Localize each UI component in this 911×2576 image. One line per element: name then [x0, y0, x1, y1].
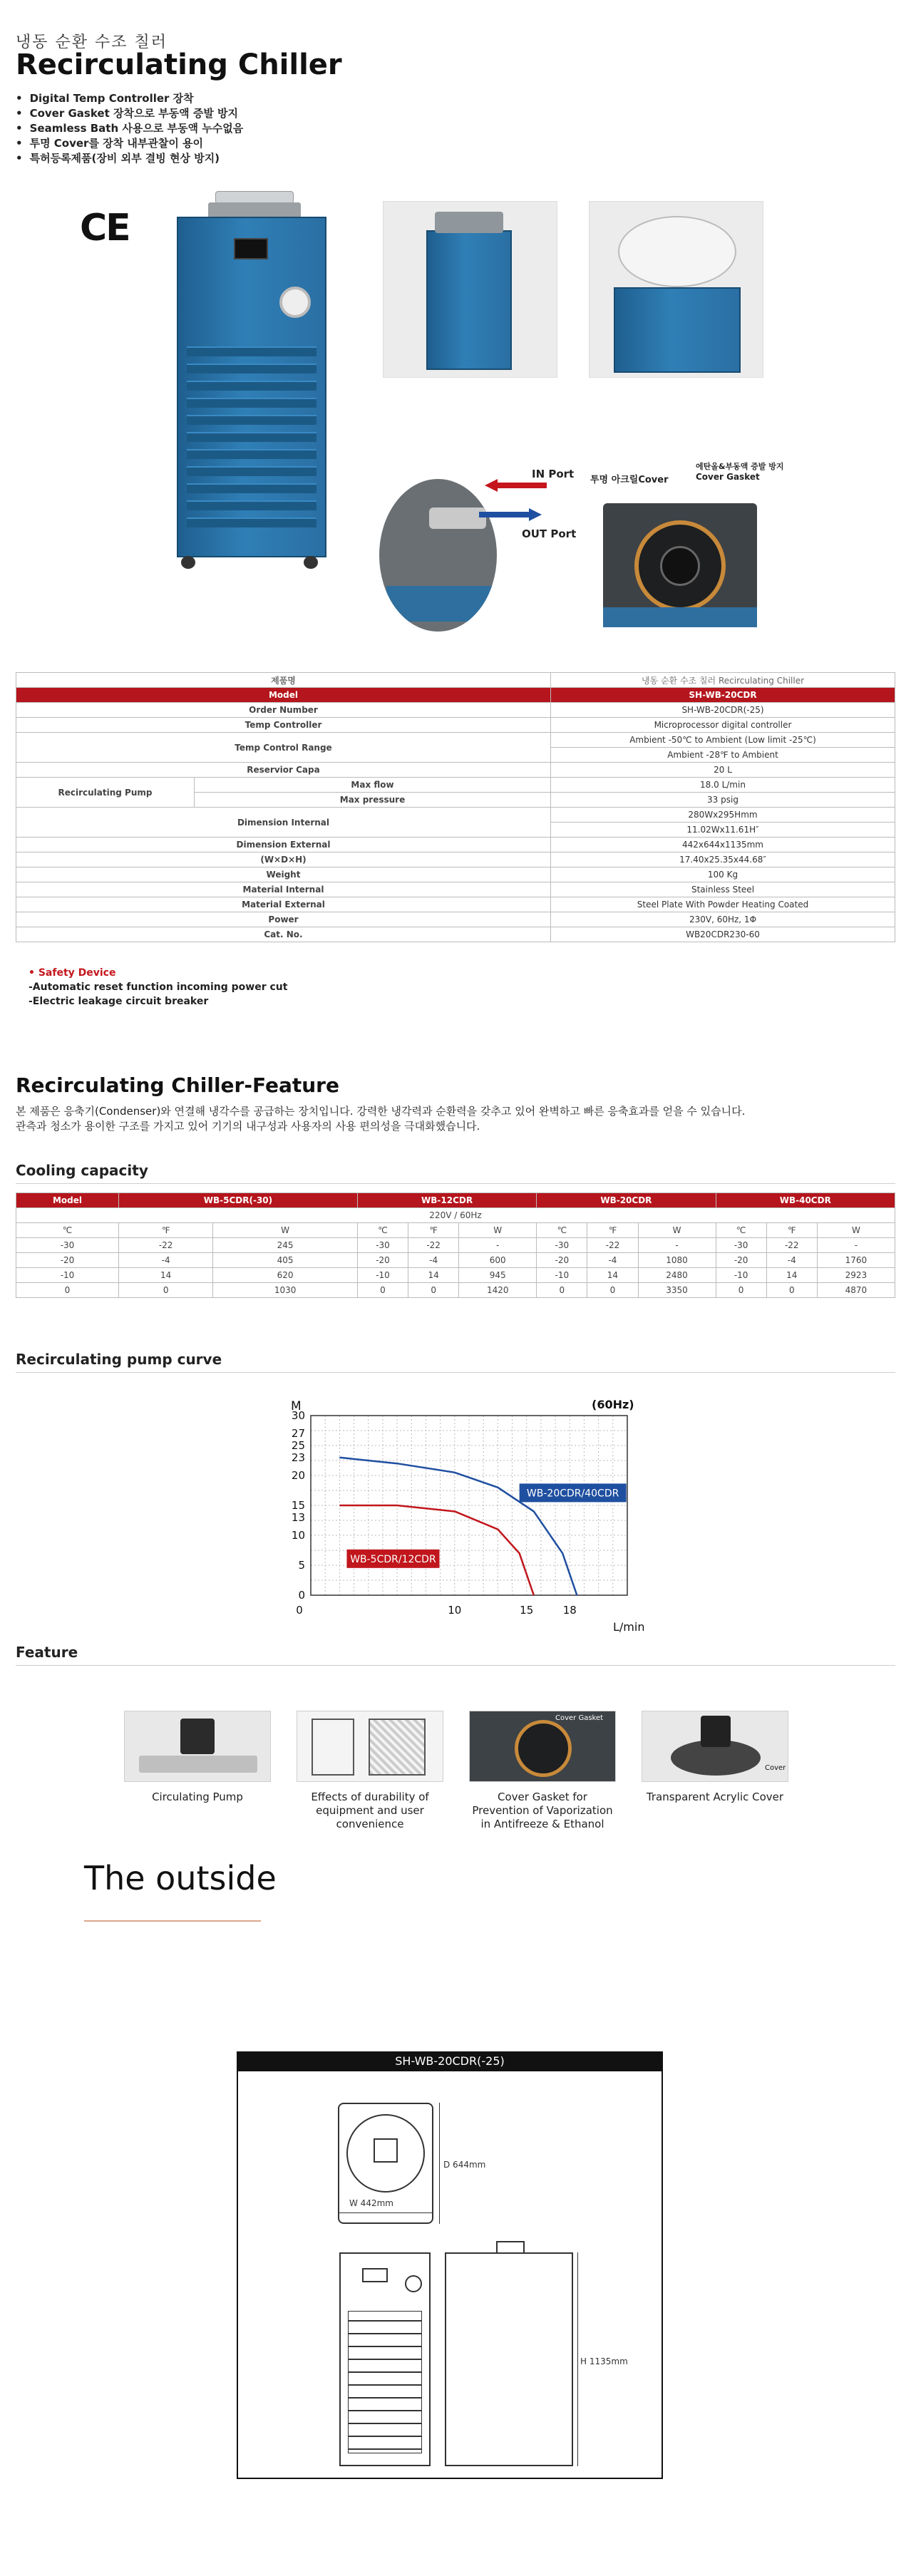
height-dimension-line [577, 2252, 578, 2466]
table-row: Temp Control Range Ambient -50℃ to Ambient (Low limit -25℃) [16, 733, 895, 748]
width-dimension-line [338, 2212, 433, 2213]
table-row: Max pressure 33 psig [16, 793, 895, 808]
divider [16, 1665, 895, 1666]
table-row: Dimension Internal 280Wx295Hmm [16, 808, 895, 823]
table-cell: 0 [119, 1283, 213, 1298]
table-cell: - [817, 1238, 895, 1253]
depth-label: D 644mm [443, 2160, 486, 2170]
table-cell: -10 [716, 1268, 766, 1283]
table-cell: 0 [716, 1283, 766, 1298]
feature-card: Effects of durability of equipment and user convenience [297, 1711, 443, 1831]
table-cell: 14 [408, 1268, 459, 1283]
table-row [16, 1283, 895, 1298]
bullet-item: • 투명 Cover를 장착 내부관찰이 용이 [16, 136, 243, 151]
gasket-label-kr: 에탄올&부동액 증발 방지 [696, 462, 784, 471]
cooling-capacity-table [16, 1192, 895, 1298]
legend-label: WB-5CDR/12CDR [350, 1553, 436, 1565]
acrylic-cover-photo: Cover [642, 1711, 788, 1782]
table-row: Dimension External 442x644x1135mm [16, 838, 895, 852]
table-cell: 0 [357, 1283, 408, 1298]
table-row: 제품명 냉동 순환 수조 칠러 Recirculating Chiller [16, 673, 895, 688]
side-view-photo [383, 201, 557, 378]
table-cell: -20 [537, 1253, 587, 1268]
table-cell: -30 [16, 1238, 119, 1253]
y-tick-label: 27 [291, 1427, 305, 1441]
page-title: Recirculating Chiller [16, 48, 342, 81]
table-cell: 1080 [638, 1253, 716, 1268]
caster-wheel [181, 556, 195, 569]
table-cell: -4 [408, 1253, 459, 1268]
table-row: 220V / 60Hz [16, 1208, 895, 1223]
feature-card: Circulating Pump [124, 1711, 271, 1804]
table-cell: 14 [766, 1268, 817, 1283]
digital-display [234, 238, 268, 259]
table-cell: -20 [716, 1253, 766, 1268]
table-cell: -22 [587, 1238, 638, 1253]
y-tick-label: 15 [291, 1499, 305, 1512]
cooling-rows [16, 1238, 895, 1298]
bullet-item: • Digital Temp Controller 장착 [16, 91, 243, 106]
table-cell: - [638, 1238, 716, 1253]
series-line [339, 1458, 577, 1595]
table-row: Material External Steel Plate With Powder Heating Coated [16, 897, 895, 912]
table-cell: 0 [766, 1283, 817, 1298]
table-cell: -22 [408, 1238, 459, 1253]
table-cell: -30 [716, 1238, 766, 1253]
table-cell: 0 [587, 1283, 638, 1298]
table-row: Material Internal Stainless Steel [16, 882, 895, 897]
table-cell: 1030 [213, 1283, 358, 1298]
table-cell: -22 [119, 1238, 213, 1253]
y-tick-label: 13 [291, 1510, 305, 1524]
outside-title: The outside [84, 1859, 277, 1897]
table-cell: 0 [408, 1283, 459, 1298]
front-view-outline [339, 2252, 431, 2466]
bullet-item: • Cover Gasket 장착으로 부동액 증발 방지 [16, 106, 243, 121]
depth-dimension-line [439, 2103, 440, 2224]
table-row [16, 1253, 895, 1268]
divider [16, 1183, 895, 1184]
table-cell: -22 [766, 1238, 817, 1253]
feature-card: Cover Gasket Cover Gasket for Prevention of Vaporization in Antifreeze & Ethanol [469, 1711, 616, 1831]
table-row [16, 1238, 895, 1253]
title-underline [84, 1920, 261, 1922]
divider [16, 1372, 895, 1373]
pump-curve-chart [271, 1390, 684, 1632]
cover-label: 투명 아크릴Cover [590, 475, 669, 485]
durability-photo [297, 1711, 443, 1782]
pump-curve-title: Recirculating pump curve [16, 1351, 222, 1368]
feature-description: 본 제품은 응축기(Condenser)와 연결해 냉각수를 공급하는 장치입니다. 강력한 냉각력과 순환력을 갖추고 있어 완벽하고 빠른 응축효과를 얻을 수 있습니다. 관측과 청소가 용이한 구조를 가지고 있어 기기의 내구성과 사용자의 사용 편의성을 극대화했습니다. [16, 1105, 746, 1133]
y-tick-label: 5 [298, 1559, 305, 1572]
safety-title: • Safety Device [29, 967, 116, 979]
feature-title: Feature [16, 1644, 78, 1661]
drawing-model: SH-WB-20CDR(-25) [237, 2051, 663, 2071]
pressure-gauge [279, 287, 311, 318]
table-cell: 2480 [638, 1268, 716, 1283]
legend-label: WB-20CDR/40CDR [526, 1488, 619, 1500]
table-row: Model SH-WB-20CDR [16, 688, 895, 703]
table-row: Reservior Capa 20 L [16, 763, 895, 778]
table-cell: 0 [537, 1283, 587, 1298]
table-row: Model WB-5CDR(-30) WB-12CDR WB-20CDR WB-40CDR [16, 1193, 895, 1208]
table-cell: 14 [587, 1268, 638, 1283]
side-view-outline [445, 2252, 573, 2466]
table-row: 11.02Wx11.61H″ [16, 823, 895, 838]
table-cell: -4 [587, 1253, 638, 1268]
y-tick-label: 23 [291, 1451, 305, 1464]
y-tick-label: 20 [291, 1469, 305, 1482]
table-cell: 0 [16, 1283, 119, 1298]
table-row: (W×D×H) 17.40x25.35x44.68″ [16, 852, 895, 867]
port-detail-photo [379, 479, 497, 632]
width-label: W 442mm [349, 2198, 393, 2208]
table-cell: 14 [119, 1268, 213, 1283]
feature-section-title: Recirculating Chiller-Feature [16, 1073, 339, 1097]
table-cell: -20 [16, 1253, 119, 1268]
x-tick-label: 15 [520, 1604, 534, 1617]
bullet-item: • Seamless Bath 사용으로 부동액 누수없음 [16, 121, 243, 136]
gasket-photo-small: Cover Gasket [469, 1711, 616, 1782]
frequency-note: (60Hz) [592, 1398, 634, 1411]
table-cell: -10 [16, 1268, 119, 1283]
gasket-photo [603, 503, 757, 627]
korean-subtitle: 냉동 순환 수조 칠러 [16, 34, 168, 51]
caster-wheel [304, 556, 318, 569]
table-row: Cat. No. WB20CDR230-60 [16, 927, 895, 942]
table-cell: 945 [459, 1268, 537, 1283]
table-row: Temp Controller Microprocessor digital controller [16, 718, 895, 733]
table-cell: -10 [537, 1268, 587, 1283]
pump-photo [124, 1711, 271, 1782]
x-tick-label: 18 [562, 1604, 577, 1617]
table-cell: -4 [766, 1253, 817, 1268]
y-tick-label: 0 [298, 1589, 305, 1602]
table-cell: 405 [213, 1253, 358, 1268]
table-cell: -10 [357, 1268, 408, 1283]
table-row [16, 1268, 895, 1283]
table-cell: 1760 [817, 1253, 895, 1268]
out-port-arrow [529, 508, 542, 521]
table-cell: -20 [357, 1253, 408, 1268]
table-row: Ambient -28℉ to Ambient [16, 748, 895, 763]
table-cell: 245 [213, 1238, 358, 1253]
table-row: Order Number SH-WB-20CDR(-25) [16, 703, 895, 718]
y-tick-label: 10 [291, 1529, 305, 1542]
cooling-capacity-title: Cooling capacity [16, 1162, 148, 1179]
x-tick-label: 0 [296, 1604, 303, 1617]
x-tick-label: 10 [448, 1604, 462, 1617]
main-product-photo [171, 191, 331, 576]
safety-item: -Automatic reset function incoming power cut [29, 982, 288, 993]
x-axis-label: L/min [613, 1620, 645, 1632]
ce-mark-logo: CE [80, 207, 130, 249]
safety-item: -Electric leakage circuit breaker [29, 996, 209, 1007]
table-cell: 3350 [638, 1283, 716, 1298]
table-cell: -30 [357, 1238, 408, 1253]
table-row: Power 230V, 60Hz, 1Φ [16, 912, 895, 927]
out-port-label: OUT Port [522, 527, 577, 540]
chiller-cabinet [177, 217, 326, 557]
feature-card: Cover Transparent Acrylic Cover [642, 1711, 788, 1804]
in-port-arrow [485, 479, 498, 492]
y-tick-label: 25 [291, 1439, 305, 1452]
safety-device [29, 966, 287, 1009]
top-view-photo [589, 201, 763, 378]
table-row: Weight 100 Kg [16, 867, 895, 882]
table-cell: 1420 [459, 1283, 537, 1298]
bullet-item: • 특허등록제품(장비 외부 결빙 현상 방지) [16, 151, 243, 166]
table-cell: - [459, 1238, 537, 1253]
table-cell: -30 [537, 1238, 587, 1253]
table-cell: 2923 [817, 1268, 895, 1283]
y-axis-label: M [291, 1399, 302, 1413]
spec-table [16, 672, 895, 942]
table-cell: 600 [459, 1253, 537, 1268]
table-row: Recirculating Pump Max flow 18.0 L/min [16, 778, 895, 793]
gasket-label: Cover Gasket [696, 472, 760, 482]
table-cell: 4870 [817, 1283, 895, 1298]
y-tick-label: 30 [291, 1409, 305, 1422]
in-port-label: IN Port [532, 468, 575, 480]
height-label: H 1135mm [580, 2356, 628, 2366]
table-row: ℃ ℉ W ℃ ℉ W ℃ ℉ W ℃ ℉ W [16, 1223, 895, 1238]
table-cell: 620 [213, 1268, 358, 1283]
feature-bullets [16, 91, 243, 166]
table-cell: -4 [119, 1253, 213, 1268]
